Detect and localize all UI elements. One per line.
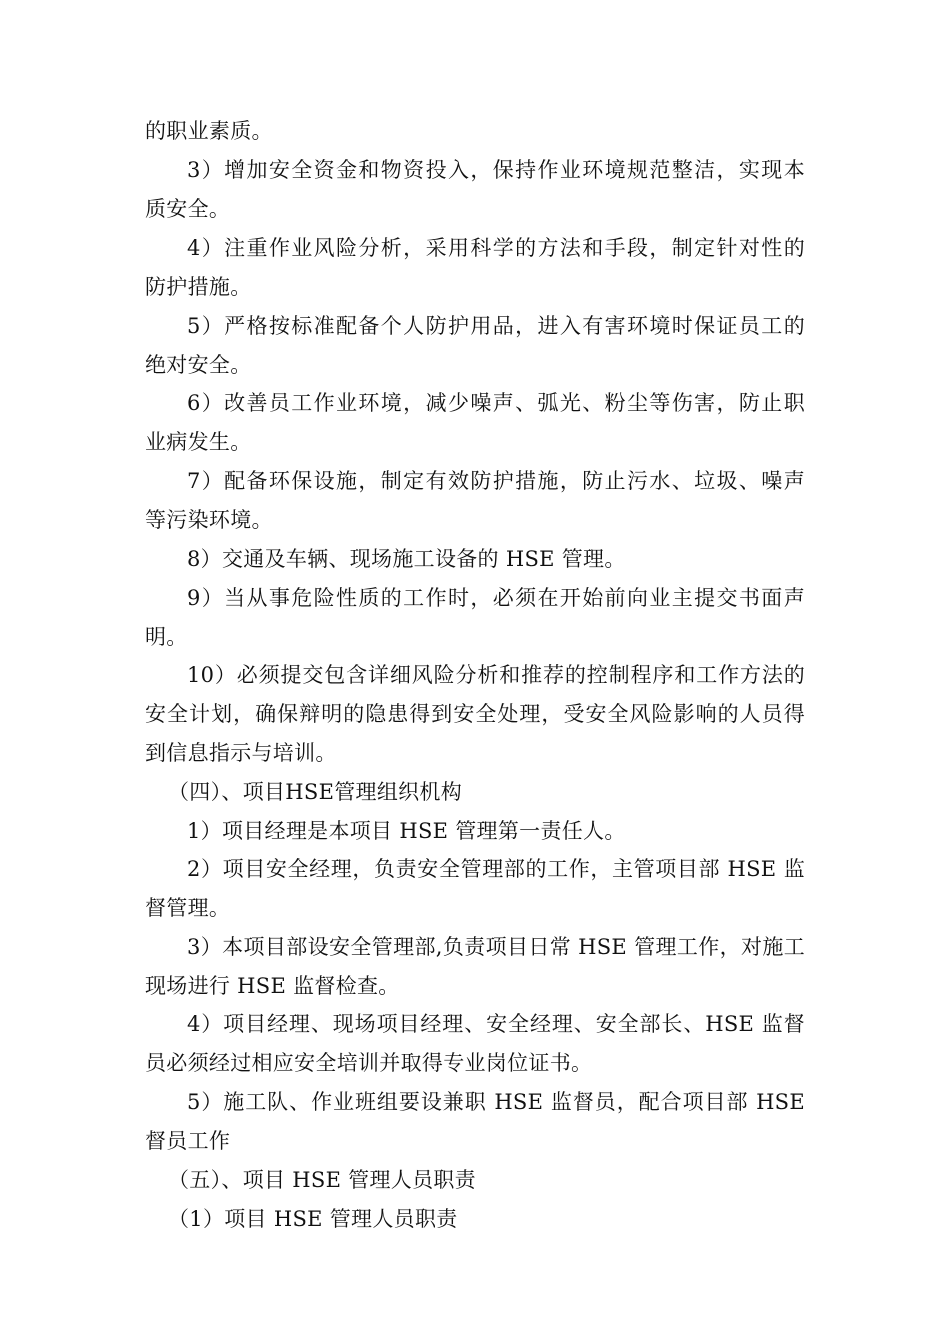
org-item-2-line-1: 2）项目安全经理，负责安全管理部的工作，主管项目部 HSE 监 <box>187 857 805 881</box>
section-heading-5: （五）、项目 HSE 管理人员职责 <box>168 1168 476 1192</box>
list-item-4-line-2: 防护措施。 <box>145 275 252 299</box>
list-item-10-line-3: 到信息指示与培训。 <box>145 741 337 765</box>
list-item-7-line-1: 7）配备环保设施，制定有效防护措施，防止污水、垃圾、噪声 <box>187 469 805 493</box>
org-item-5-line-1: 5）施工队、作业班组要设兼职 HSE 监督员，配合项目部 HSE <box>187 1090 805 1114</box>
org-item-3-line-1: 3）本项目部设安全管理部,负责项目日常 HSE 管理工作，对施工 <box>187 935 805 959</box>
text-line-continuation: 的职业素质。 <box>145 119 273 143</box>
org-item-1: 1）项目经理是本项目 HSE 管理第一责任人。 <box>187 819 626 843</box>
org-item-4-line-2: 员必须经过相应安全培训并取得专业岗位证书。 <box>145 1051 593 1075</box>
subsection-heading-1: （1）项目 HSE 管理人员职责 <box>168 1207 458 1231</box>
list-item-7-line-2: 等污染环境。 <box>145 508 273 532</box>
list-item-10-line-2: 安全计划，确保辩明的隐患得到安全处理，受安全风险影响的人员得 <box>145 702 805 726</box>
list-item-9-line-2: 明。 <box>145 625 188 649</box>
list-item-6-line-1: 6）改善员工作业环境，减少噪声、弧光、粉尘等伤害，防止职 <box>187 391 805 415</box>
org-item-3-line-2: 现场进行 HSE 监督检查。 <box>145 974 400 998</box>
list-item-9-line-1: 9）当从事危险性质的工作时，必须在开始前向业主提交书面声 <box>187 586 805 610</box>
list-item-4-line-1: 4）注重作业风险分析，采用科学的方法和手段，制定针对性的 <box>187 236 805 260</box>
list-item-6-line-2: 业病发生。 <box>145 430 252 454</box>
list-item-5-line-1: 5）严格按标准配备个人防护用品，进入有害环境时保证员工的 <box>187 314 805 338</box>
org-item-5-line-2: 督员工作 <box>145 1129 231 1153</box>
list-item-3-line-1: 3）增加安全资金和物资投入，保持作业环境规范整洁，实现本 <box>187 158 805 182</box>
list-item-8: 8）交通及车辆、现场施工设备的 HSE 管理。 <box>187 547 626 571</box>
section-heading-4: （四）、项目HSE管理组织机构 <box>168 780 463 804</box>
list-item-5-line-2: 绝对安全。 <box>145 353 252 377</box>
org-item-2-line-2: 督管理。 <box>145 896 231 920</box>
list-item-10-line-1: 10）必须提交包含详细风险分析和推荐的控制程序和工作方法的 <box>187 663 805 687</box>
list-item-3-line-2: 质安全。 <box>145 197 231 221</box>
org-item-4-line-1: 4）项目经理、现场项目经理、安全经理、安全部长、HSE 监督 <box>187 1012 805 1036</box>
